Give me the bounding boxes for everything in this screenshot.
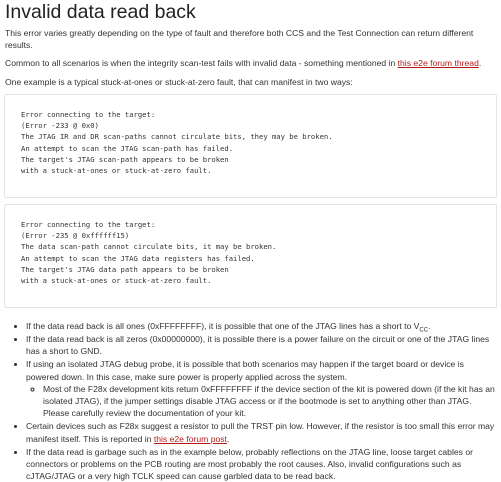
code-line: (Error -235 @ 0xffffff15) — [21, 231, 130, 241]
e2e-forum-post-link[interactable]: this e2e forum post — [153, 433, 227, 444]
list-item-all-ones — [26, 320, 497, 332]
all-ones-text: If the data read back is all ones (0xFFFFFFFF), it is possible that one of the JTAG lines has a short to V — [26, 320, 420, 331]
causes-list — [4, 320, 497, 482]
scan-test-text: Common to all scenarios is when the integrity scan-test fails with invalid data - something mentioned in — [5, 58, 398, 69]
e2e-forum-thread-link[interactable]: this e2e forum thread — [397, 58, 479, 69]
intro-paragraph: This error varies greatly depending on the type of fault and therefore both CCS and the Test Connection can return different results. — [5, 28, 474, 51]
code-line: with a stuck-at-ones or stuck-at-zero fault. — [21, 276, 212, 286]
code-line: The JTAG IR and DR scan-paths cannot circulate bits, they may be broken. — [21, 132, 333, 142]
code-line: An attempt to scan the JTAG scan-path has failed. — [21, 143, 234, 153]
trst-text: Certain devices such as F28x suggest a resistor to pull the TRST pin low. However, if the resistor is too small this error may manifest itself. This is reported in — [26, 421, 495, 444]
list-item-f28x-kits: ◦ Most of the F28x development kits return 0xFFFFFFFF if the device section of the kit is powered down (if the kit has an isolated JTAG), if the jumper settings disable JTAG access or if the bootmode is set to anything other than JTAG. Please carefully review the documentation of your kit. — [43, 383, 497, 420]
trst-text-end: . — [226, 433, 230, 444]
code-line: Error connecting to the target: — [21, 109, 156, 119]
code-block-error-235 — [4, 204, 497, 308]
all-ones-text-end: . — [428, 320, 431, 331]
isolated-probe-sublist — [26, 383, 497, 420]
list-item-trst-resistor — [26, 420, 497, 444]
isolated-probe-text: If using an isolated JTAG debug probe, it is possible that both scenarios may happen if the target board or device is powered down. In this case, make sure power is properly applied across the system. — [26, 359, 464, 382]
scan-test-text-end: . — [478, 58, 482, 69]
vcc-subscript: CC — [419, 327, 429, 334]
document-page — [0, 1, 501, 481]
code-line: (Error -233 @ 0x0) — [21, 121, 99, 131]
code-line: An attempt to scan the JTAG data registers has failed. — [21, 253, 255, 263]
list-item-all-zeros: • If the data read back is all zeros (0x00000000), it is possible there is a power failure on the circuit or one of the JTAG lines has a short to GND. — [26, 333, 497, 357]
list-item-isolated-probe — [26, 358, 497, 419]
code-line: Error connecting to the target: — [21, 219, 156, 229]
code-line: The data scan-path cannot circulate bits, it may be broken. — [21, 242, 277, 252]
code-line: The target's JTAG data path appears to be broken — [21, 265, 229, 274]
example-paragraph: One example is a typical stuck-at-ones or stuck-at-zero fault, that can manifest in two ways: — [5, 76, 353, 87]
section-heading: Invalid data read back — [5, 1, 196, 23]
scan-test-paragraph — [5, 57, 497, 69]
code-line: The target's JTAG scan-path appears to be broken — [21, 155, 229, 164]
code-line: with a stuck-at-ones or stuck-at-zero fault. — [21, 166, 212, 176]
code-block-error-233 — [4, 94, 497, 198]
list-item-garbage-data: • If the data read is garbage such as in the example below, probably reflections on the JTAG line, loose target cables or connectors or problems on the PCB routing are most probably the root causes. Also, invalid configurations such as cJTAG/JTAG or a very high TCLK speed can cause garbled data to be read back. — [26, 446, 497, 482]
